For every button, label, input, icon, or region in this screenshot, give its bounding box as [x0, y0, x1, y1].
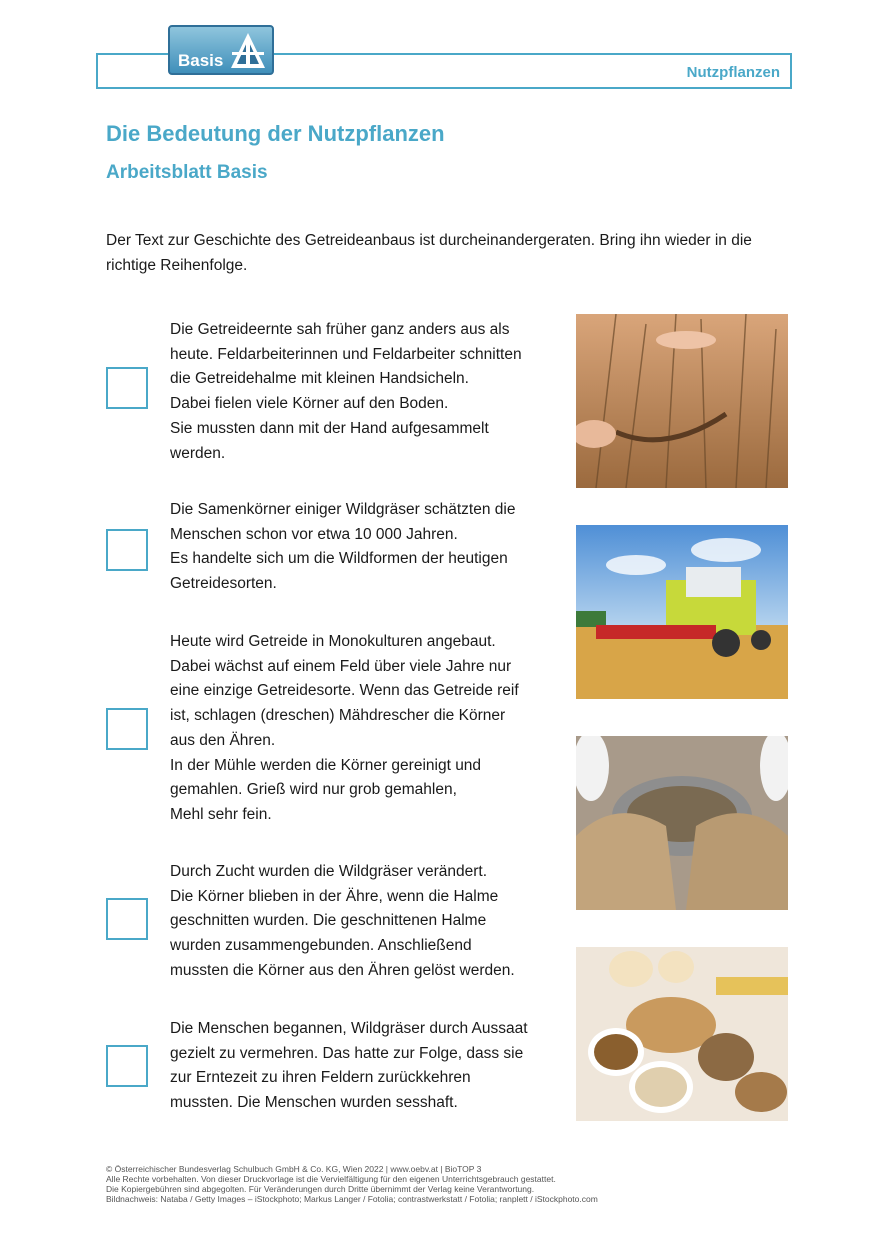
order-checkbox-1[interactable] [106, 367, 148, 409]
footer-legal [106, 1164, 806, 1204]
footer-copyright: © Österreichischer Bundesverlag Schulbuch GmbH & Co. KG, Wien 2022 | www.oebv.at | BioTOP 3 [106, 1164, 482, 1174]
basis-logo [168, 25, 274, 75]
footer-rights: Alle Rechte vorbehalten. Von dieser Druckvorlage ist die Vervielfältigung für den eigenen Unterrichtsgebrauch gestattet. [106, 1174, 556, 1184]
triangle-logo-icon [228, 30, 268, 72]
page-subtitle: Arbeitsblatt Basis [106, 162, 268, 183]
combine-harvester-photo [576, 525, 788, 699]
task-text-1: Die Getreideernte sah früher ganz anders aus als heute. Feldarbeiterinnen und Feldarbeiter schnitten die Getreidehalme mit kleinen Handsicheln. Dabei fielen viele Körner auf den Boden. Sie mussten dann mit der Hand aufgesammelt werden. [170, 321, 522, 462]
order-checkbox-3[interactable] [106, 708, 148, 750]
logo-text: Basis [178, 51, 224, 70]
sickle-harvest-photo [576, 314, 788, 488]
bread-and-grains-photo [576, 947, 788, 1121]
grain-sacks-photo [576, 736, 788, 910]
footer-image-credits: Bildnachweis: Nataba / Getty Images – iStockphoto; Markus Langer / Fotolia; contrastwerkstatt / Fotolia; ranplett / iStockphoto.com [106, 1194, 598, 1204]
order-checkbox-4[interactable] [106, 898, 148, 940]
instructions: Der Text zur Geschichte des Getreideanbaus ist durcheinandergeraten. Bring ihn wieder in die richtige Reihenfolge. [106, 232, 752, 274]
page-title: Die Bedeutung der Nutzpflanzen [106, 121, 445, 146]
order-checkbox-2[interactable] [106, 529, 148, 571]
section-label: Nutzpflanzen [686, 64, 780, 81]
task-text-3: Heute wird Getreide in Monokulturen angebaut. Dabei wächst auf einem Feld über viele Jahre nur eine einzige Getreidesorte. Wenn das Getreide reif ist, schlagen (dreschen) Mähdrescher die Körner aus den Ähren. In der Mühle werden die Körner gereinigt und gemahlen. Grieß wird nur grob gemahlen, Mehl sehr fein. [170, 633, 519, 823]
task-text-5: Die Menschen begannen, Wildgräser durch Aussaat gezielt zu vermehren. Das hatte zur Folge, dass sie zur Erntezeit zu ihren Feldern zurückkehren mussten. Die Menschen wurden sesshaft. [170, 1020, 528, 1112]
task-text-2: Die Samenkörner einiger Wildgräser schätzten die Menschen schon vor etwa 10 000 Jahren. Es handelte sich um die Wildformen der heutigen Getreidesorten. [170, 501, 516, 593]
order-checkbox-5[interactable] [106, 1045, 148, 1087]
task-text-4: Durch Zucht wurden die Wildgräser verändert. Die Körner blieben in der Ähre, wenn die Halme geschnitten wurden. Die geschnittenen Halme wurden zusammengebunden. Anschließend mussten die Körner aus den Ähren gelöst werden. [170, 863, 515, 979]
footer-fees: Die Kopiergebühren sind abgegolten. Für Veränderungen durch Dritte übernimmt der Verlag keine Verantwortung. [106, 1184, 535, 1194]
